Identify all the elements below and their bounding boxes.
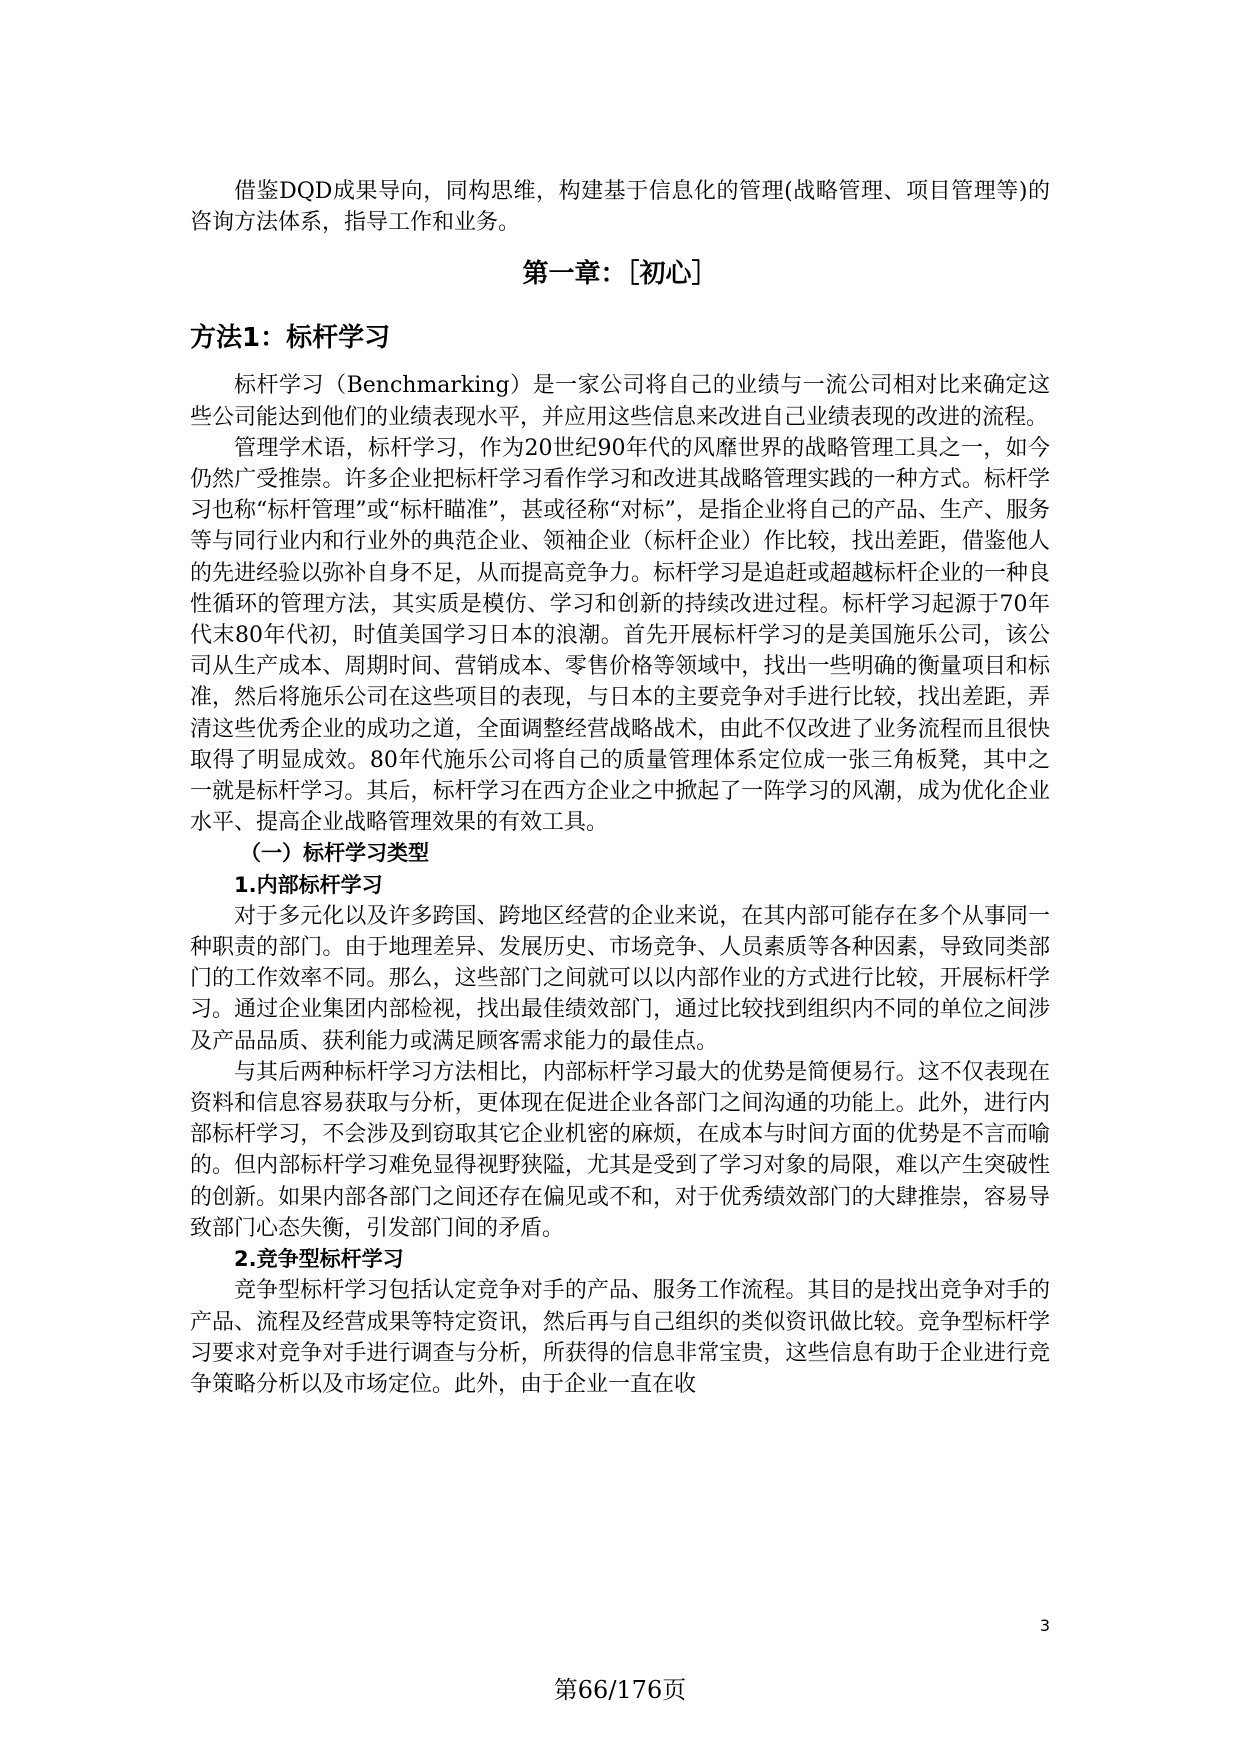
chapter-title: 第一章：［初心］ bbox=[522, 259, 718, 290]
page-number: 3 bbox=[1039, 1616, 1050, 1635]
body-paragraph-history: 管理学术语，标杆学习，作为20世纪90年代的风靡世界的战略管理工具之一，如今仍然广受推崇。许多企业把标杆学习看作学习和改进其战略管理实践的一种方式。标杆学习也称“标杆管理”或“标杆瞄准”，甚或径称“对标”，是指企业将自己的产品、生产、服务等与同行业内和行业外的典范企业、领袖企业（标杆企业）作比较，找出差距，借鉴他人的先进经验以弥补自身不足，从而提高竞争力。标杆学习是追赶或超越标杆企业的一种良性循环的管理方法，其实质是模仿、学习和创新的持续改进过程。标杆学习起源于70年代末80年代初，时值美国学习日本的浪潮。首先开展标杆学习的是美国施乐公司，该公司从生产成本、周期时间、营销成本、零售价格等领域中，找出一些明确的衡量项目和标准，然后将施乐公司在这些项目的表现，与日本的主要竞争对手进行比较，找出差距，弄清这些优秀企业的成功之道，全面调整经营战略战术，由此不仅改进了业务流程而且很快取得了明显成效。80年代施乐公司将自己的质量管理体系定位成一张三角板凳，其中之一就是标杆学习。其后，标杆学习在西方企业之中掀起了一阵学习的风潮，成为优化企业水平、提高企业战略管理效果的有效工具。 bbox=[190, 435, 1050, 836]
subsection-heading-internal: 1.内部标杆学习 bbox=[234, 872, 383, 897]
body-paragraph-internal-1: 对于多元化以及许多跨国、跨地区经营的企业来说，在其内部可能存在多个从事同一种职责的部门。由于地理差异、发展历史、市场竞争、人员素质等各种因素，导致同类部门的工作效率不同。那么，这些部门之间就可以以内部作业的方式进行比较，开展标杆学习。通过企业集团内部检视，找出最佳绩效部门，通过比较找到组织内不同的单位之间涉及产品品质、获利能力或满足顾客需求能力的最佳点。 bbox=[190, 903, 1050, 1054]
subsection-heading-competitive: 2.竞争型标杆学习 bbox=[234, 1247, 404, 1272]
method-title: 方法1：标杆学习 bbox=[190, 323, 391, 354]
body-paragraph-definition: 标杆学习（Benchmarking）是一家公司将自己的业绩与一流公司相对比来确定这些公司能达到他们的业绩表现水平，并应用这些信息来改进自己业绩表现的改进的流程。 bbox=[190, 373, 1050, 430]
page-footer: 第66/176页 bbox=[553, 1676, 687, 1704]
section-heading-types: （一）标杆学习类型 bbox=[240, 841, 429, 866]
page-content bbox=[190, 176, 1050, 1400]
intro-paragraph: 借鉴DQD成果导向，同构思维，构建基于信息化的管理(战略管理、项目管理等)的咨询方法体系，指导工作和业务。 bbox=[190, 179, 1050, 236]
body-paragraph-internal-2: 与其后两种标杆学习方法相比，内部标杆学习最大的优势是简便易行。这不仅表现在资料和信息容易获取与分析，更体现在促进企业各部门之间沟通的功能上。此外，进行内部标杆学习，不会涉及到窃取其它企业机密的麻烦，在成本与时间方面的优势是不言而喻的。但内部标杆学习难免显得视野狭隘，尤其是受到了学习对象的局限，难以产生突破性的创新。如果内部各部门之间还存在偏见或不和，对于优秀绩效部门的大肆推崇，容易导致部门心态失衡，引发部门间的矛盾。 bbox=[190, 1059, 1050, 1241]
body-paragraph-competitive-1: 竞争型标杆学习包括认定竞争对手的产品、服务工作流程。其目的是找出竞争对手的产品、流程及经营成果等特定资讯，然后再与自己组织的类似资讯做比较。竞争型标杆学习要求对竞争对手进行调查与分析，所获得的信息非常宝贵，这些信息有助于企业进行竞争策略分析以及市场定位。此外，由于企业一直在收 bbox=[190, 1278, 1050, 1397]
